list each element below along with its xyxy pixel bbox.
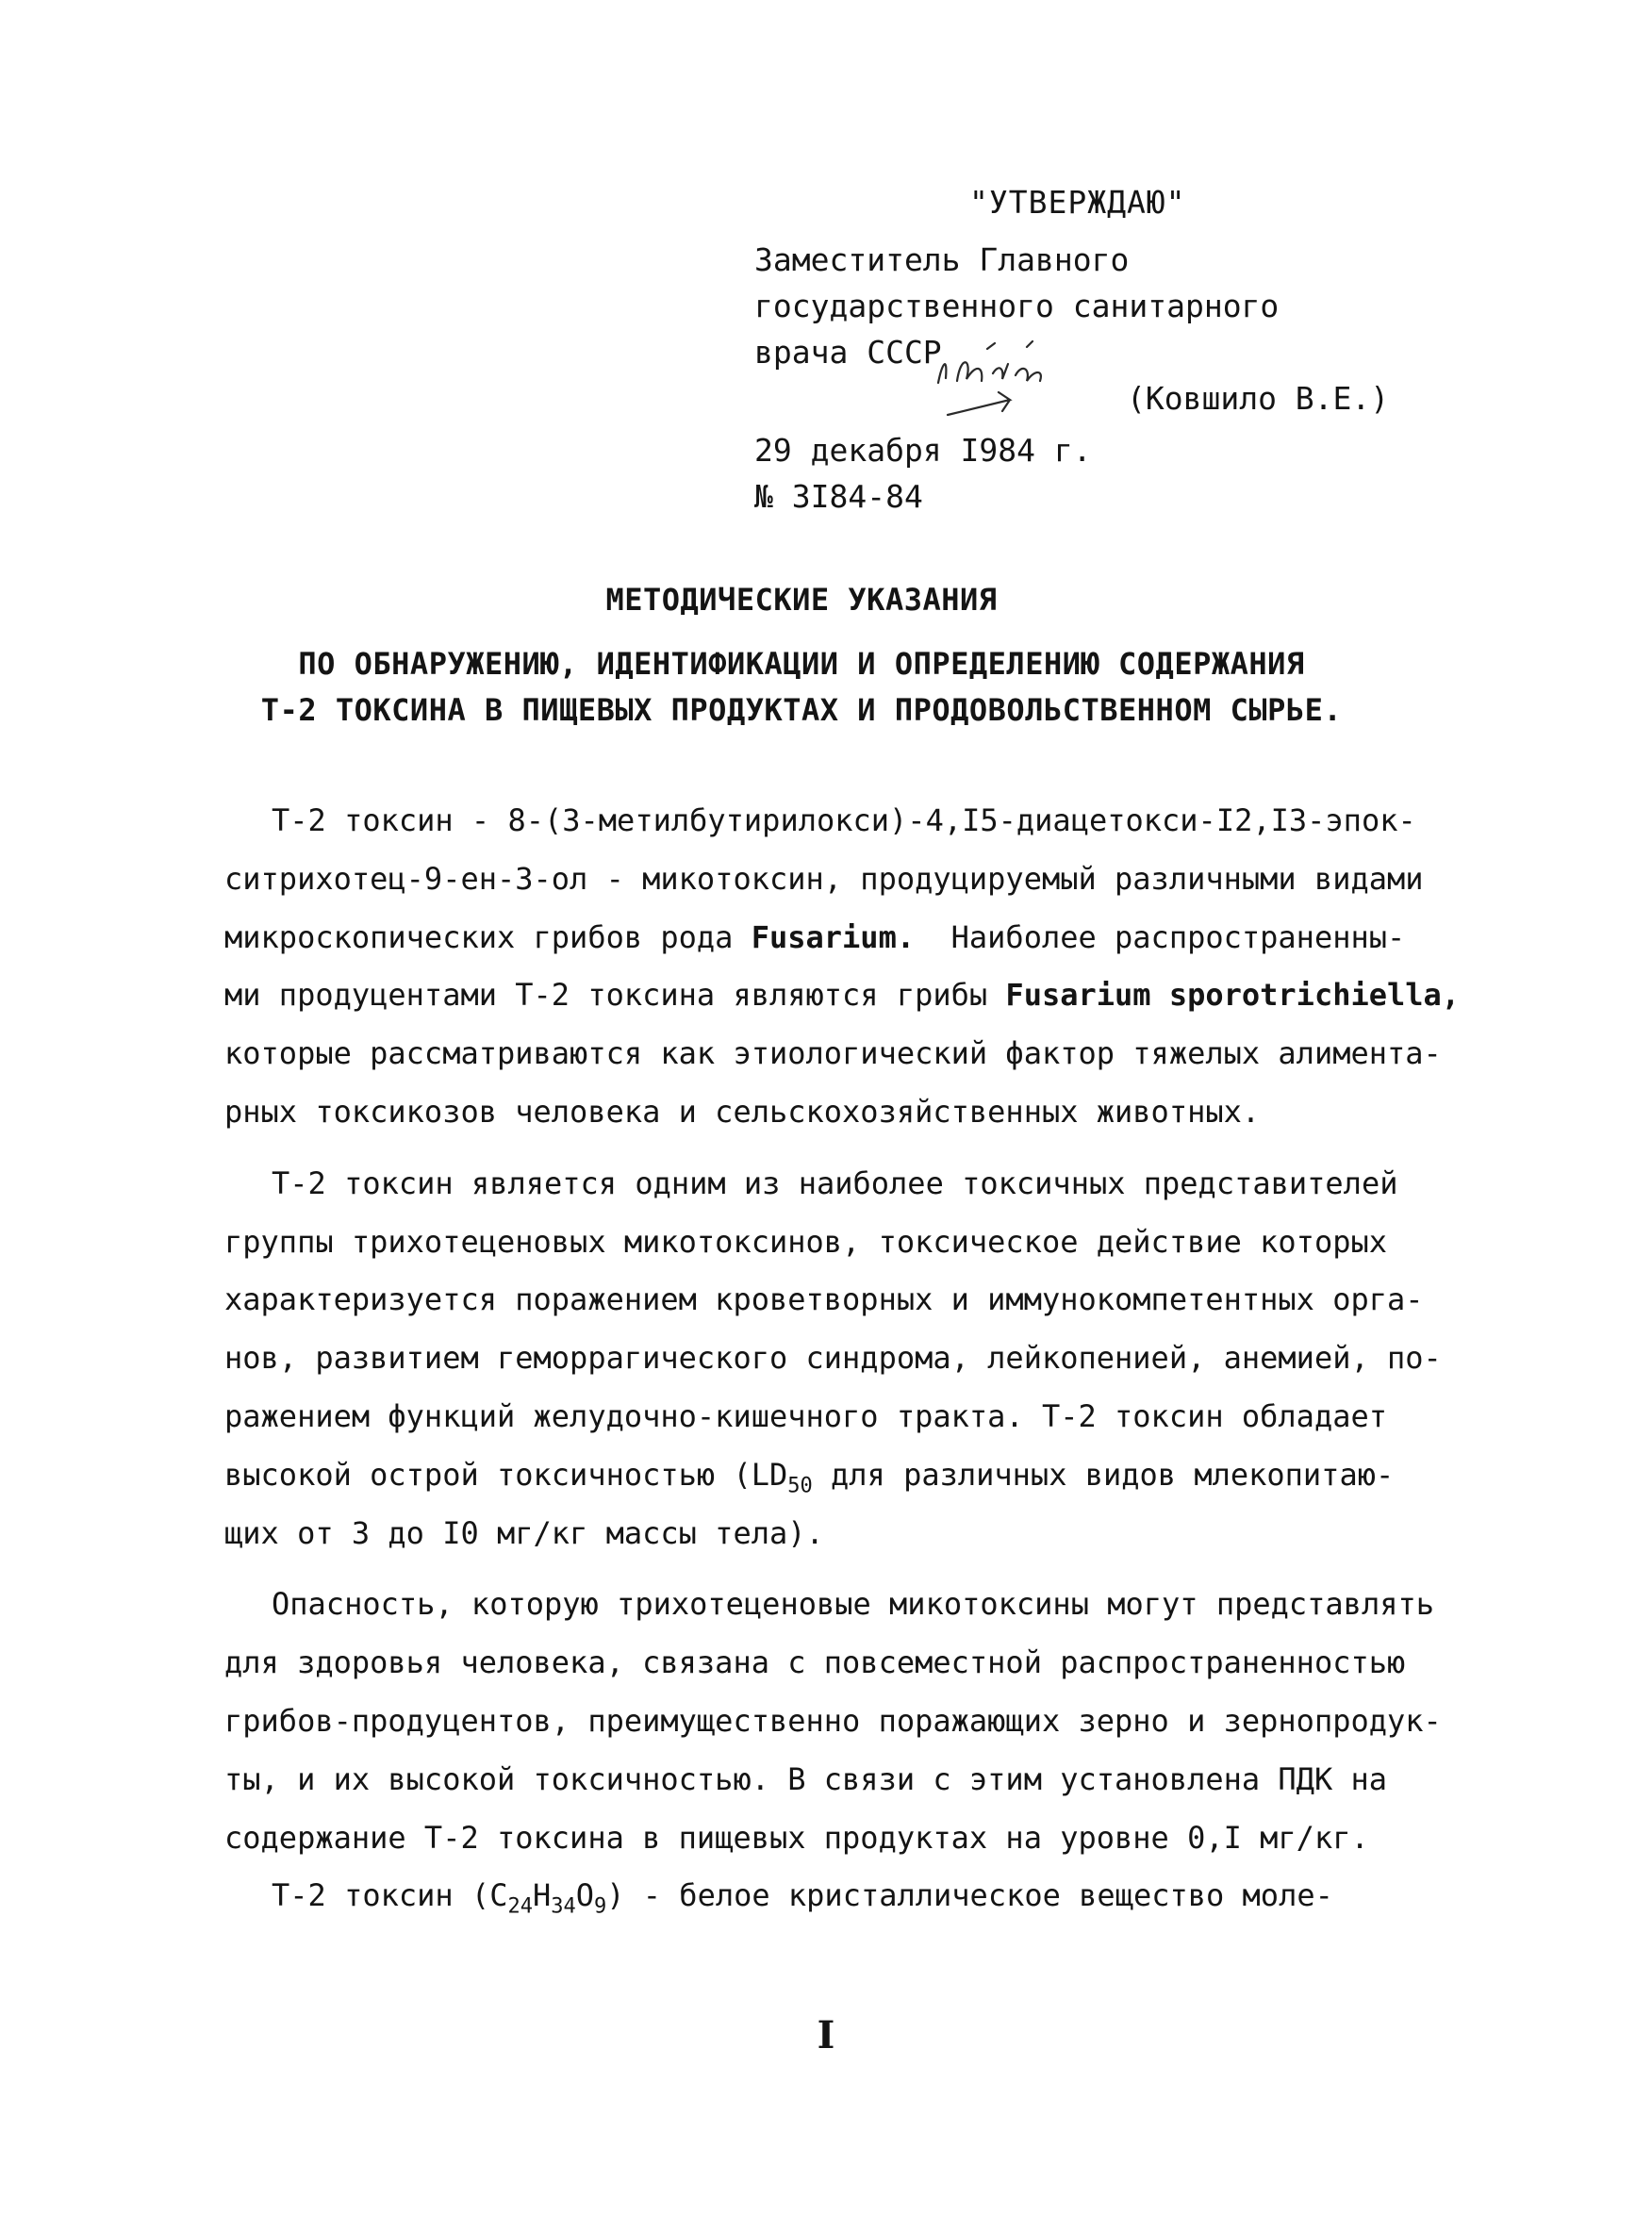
text-span: O xyxy=(575,1877,594,1914)
text-line: характеризуется поражением кроветворных и иммунокомпетентных орга- xyxy=(224,1281,1424,1318)
text-line xyxy=(224,966,1461,1025)
text-span: микроскопических грибов рода xyxy=(224,918,734,955)
handwritten-signature xyxy=(929,326,1136,430)
document-subtitle-line-1: ПО ОБНАРУЖЕНИЮ, ИДЕНТИФИКАЦИИ И ОПРЕДЕЛЕНИЮ СОДЕРЖАНИЯ xyxy=(298,646,1305,682)
text-line: нов, развитием геморрагического синдрома, лейкопенией, анемией, по- xyxy=(224,1340,1442,1377)
text-line: которые рассматриваются как этиологический фактор тяжелых алимента- xyxy=(224,1035,1442,1072)
subscript: 34 xyxy=(551,1894,576,1919)
text-line: Опасность, которую трихотеценовые микотоксины могут представлять xyxy=(272,1586,1434,1623)
text-span: высокой острой токсичностью (LD xyxy=(224,1456,788,1493)
text-line: для здоровья человека, связана с повсеместной распространенностью xyxy=(224,1644,1406,1681)
text-span: H xyxy=(532,1877,552,1914)
text-span: ) - белое кристаллическое вещество моле- xyxy=(606,1877,1333,1914)
approval-number: № 3I84-84 xyxy=(754,478,923,515)
text-line: содержание Т-2 токсина в пищевых продуктах на уровне 0,I мг/кг. xyxy=(224,1819,1369,1856)
text-line: щих от 3 до I0 мг/кг массы тела). xyxy=(224,1514,824,1551)
signature-row xyxy=(754,375,1471,421)
paragraph-3 xyxy=(224,1576,1441,1867)
text-line: рных токсикозов человека и сельскохозяйственных животных. xyxy=(224,1093,1261,1130)
paragraph-2 xyxy=(224,1155,1441,1563)
text-line: грибов-продуцентов, преимущественно поражающих зерно и зернопродук- xyxy=(224,1702,1442,1739)
paragraph-4 xyxy=(224,1867,1441,1925)
text-line xyxy=(224,909,1441,967)
text-line: ты, и их высокой токсичностью. В связи с этим установлена ПДК на xyxy=(224,1760,1387,1797)
document-body xyxy=(224,792,1461,1925)
signatory-name: (Ковшило В.Е.) xyxy=(1127,380,1390,417)
subscript: 9 xyxy=(593,1894,607,1919)
approval-stamp-block xyxy=(754,179,1471,520)
latin-species-name: Fusarium sporotrichiella, xyxy=(1005,977,1461,1014)
text-span: для различных видов млекопитаю- xyxy=(812,1456,1395,1493)
page-number: I xyxy=(817,2013,835,2057)
text-line: группы трихотеценовых микотоксинов, токсическое действие которых xyxy=(224,1223,1387,1260)
document-title: МЕТОДИЧЕСКИЕ УКАЗАНИЯ xyxy=(605,582,998,618)
subscript: 50 xyxy=(787,1474,813,1498)
document-subtitle-line-2: Т-2 ТОКСИНА В ПИЩЕВЫХ ПРОДУКТАХ И ПРОДОВОЛЬСТВЕННОМ СЫРЬЕ. xyxy=(260,692,1343,728)
text-line xyxy=(224,1446,1441,1505)
approval-position-line-2: государственного санитарного xyxy=(754,288,1280,324)
text-span: Т-2 токсин (C xyxy=(272,1877,508,1914)
subscript: 24 xyxy=(507,1894,533,1919)
text-line: Т-2 токсин является одним из наиболее токсичных представителей xyxy=(272,1165,1398,1201)
latin-genus-name: Fusarium. xyxy=(751,918,916,955)
approval-position-line-3: врача СССР xyxy=(754,334,942,371)
text-line: ситрихотец-9-ен-3-ол - микотоксин, продуцируемый различными видами xyxy=(224,860,1424,897)
text-span: Наиболее распространенны- xyxy=(950,918,1406,955)
text-span: ми продуцентами Т-2 токсина являются грибы xyxy=(224,977,988,1014)
approval-position-line-1: Заместитель Главного xyxy=(754,241,1130,278)
text-line: Т-2 токсин - 8-(3-метилбутирилокси)-4,I5-диацетокси-I2,I3-эпок- xyxy=(272,802,1416,838)
paragraph-1 xyxy=(224,792,1461,1142)
approval-date-block xyxy=(754,427,1471,520)
approval-date: 29 декабря I984 г. xyxy=(754,432,1092,469)
text-line: ражением функций желудочно-кишечного тракта. Т-2 токсин обладает xyxy=(224,1397,1387,1434)
approval-title: "УТВЕРЖДАЮ" xyxy=(969,184,1186,221)
text-line xyxy=(224,1867,1441,1925)
